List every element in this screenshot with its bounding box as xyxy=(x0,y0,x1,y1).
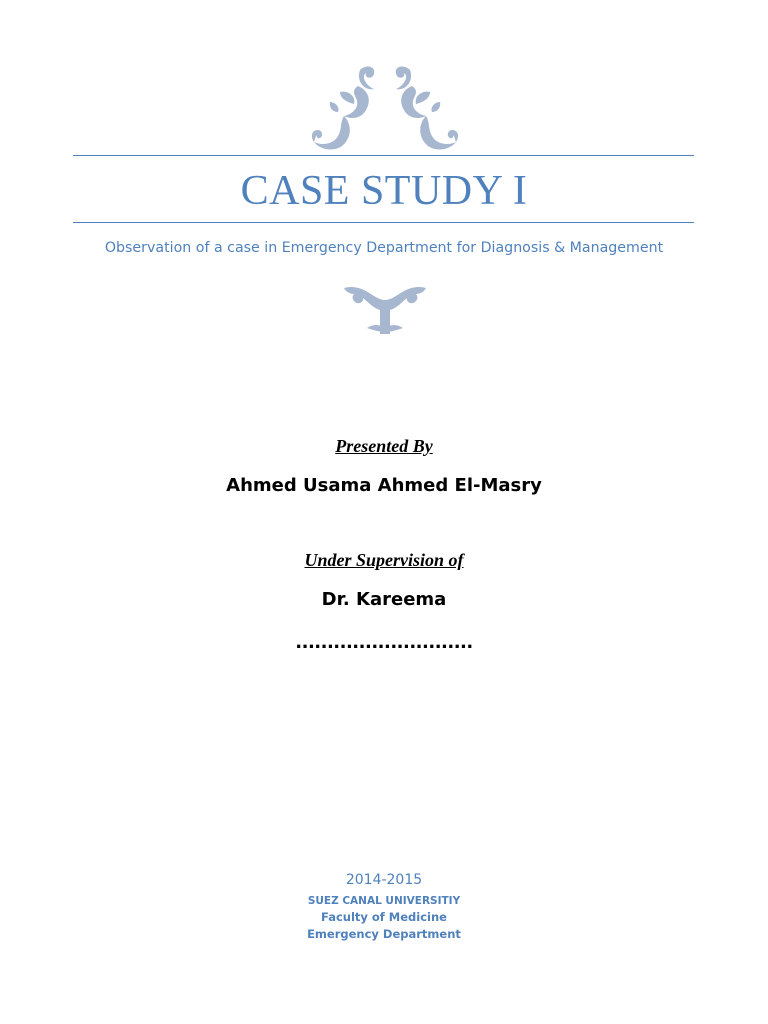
supervisor-name: Dr. Kareema xyxy=(321,589,447,610)
author-name: Ahmed Usama Ahmed El-Masry xyxy=(226,475,542,496)
university-name: SUEZ CANAL UNIVERSITIY xyxy=(307,895,461,907)
floral-ornament-icon xyxy=(300,62,470,150)
faculty-name: Faculty of Medicine xyxy=(321,910,447,924)
department-name: Emergency Department xyxy=(307,927,461,941)
presented-by-heading: Presented By xyxy=(335,436,433,456)
document-title: CASE STUDY I xyxy=(240,168,528,214)
supervisor-placeholder-dots: ............................ xyxy=(295,632,473,653)
fleuron-ornament-icon xyxy=(340,282,430,338)
supervision-heading: Under Supervision of xyxy=(304,550,464,570)
title-bottom-rule xyxy=(73,222,694,223)
document-subtitle: Observation of a case in Emergency Department for Diagnosis & Management xyxy=(104,240,664,256)
academic-year: 2014-2015 xyxy=(345,872,423,888)
title-top-rule xyxy=(73,155,694,156)
